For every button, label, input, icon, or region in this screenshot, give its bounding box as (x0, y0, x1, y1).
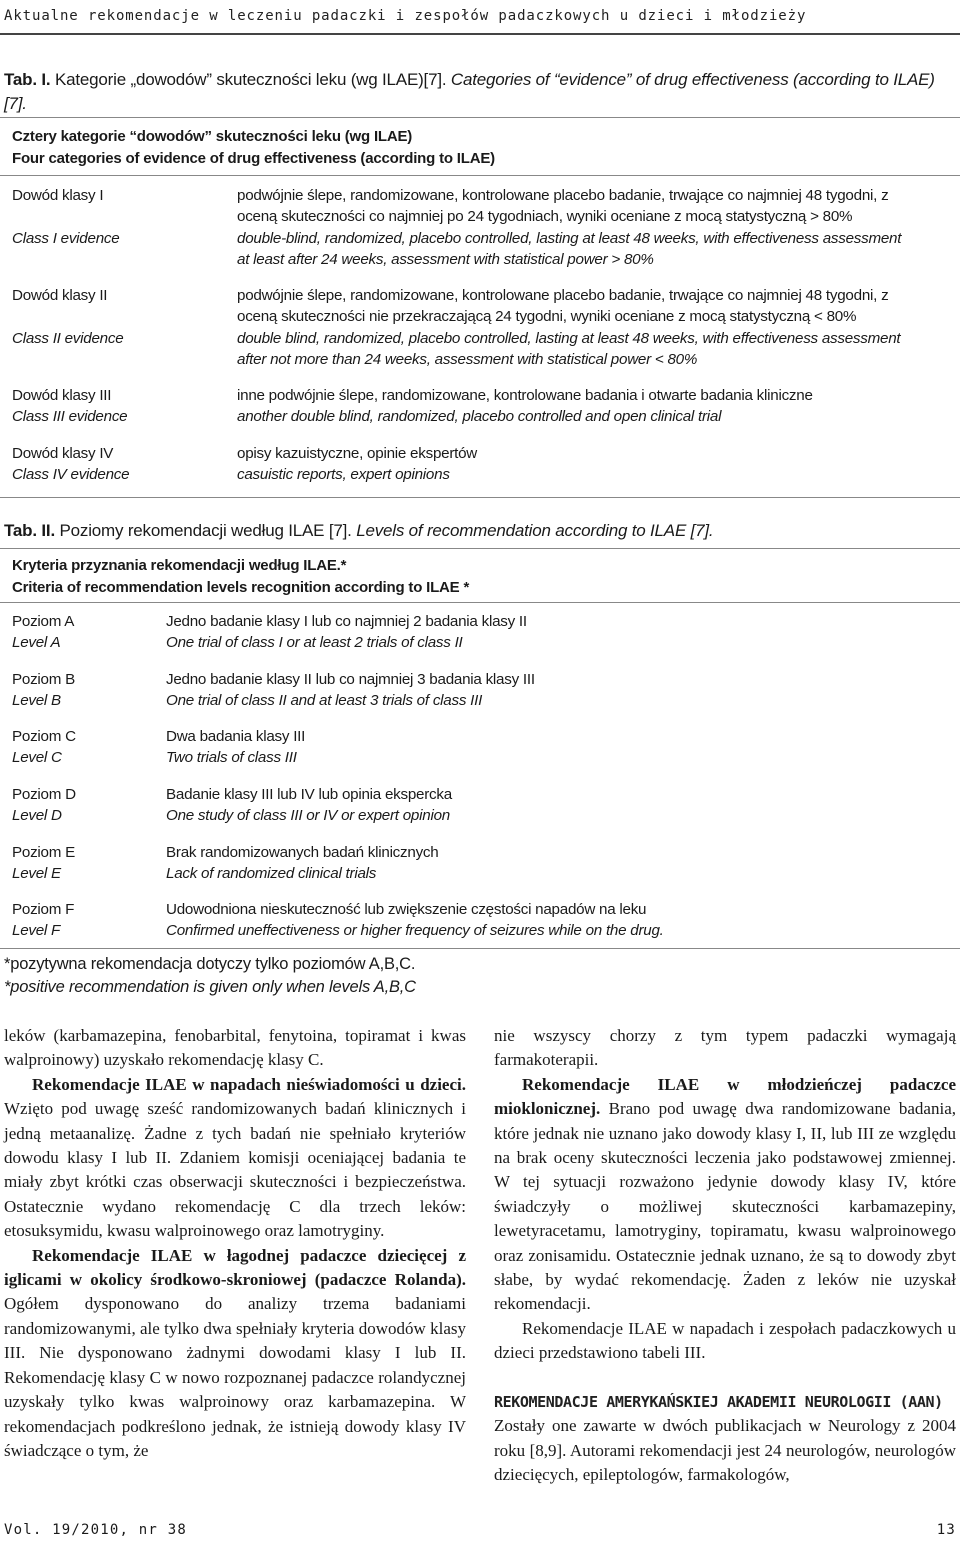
table2-row-label-en: Level A (12, 634, 61, 652)
table1-head (0, 126, 960, 170)
table1-row-desc-pl: podwójnie ślepe, randomizowane, kontrolowane placebo badanie, trwające co najmniej 48 tygodni, z (237, 287, 889, 304)
table1-row-desc-pl: oceną skuteczności nie przekraczającą 24 tygodni, wyniki oceniane z mocą statystyczną < 80% (237, 308, 857, 326)
table2-row-desc (166, 899, 956, 942)
table1-row-label (12, 443, 212, 486)
table2-row-desc-en: One study of class III or IV or expert opinion (166, 807, 450, 825)
page-number: 13 (936, 1522, 956, 1538)
table2-caption-pl: Poziomy rekomendacji według ILAE [7]. (59, 521, 352, 540)
table2-row-desc (166, 611, 956, 654)
table1-row-label-en: Class IV evidence (12, 466, 130, 484)
table1-row-desc-en: at least after 24 weeks, assessment with statistical power > 80% (237, 250, 654, 268)
table1-row-desc-pl: inne podwójnie ślepe, randomizowane, kontrolowane badania i otwarte badania kliniczne (237, 387, 813, 404)
table2-footnote-pl: *pozytywna rekomendacja dotyczy tylko poziomów A,B,C. (4, 955, 416, 973)
table2-row (0, 726, 960, 770)
table2-row-label-en: Level E (12, 865, 61, 883)
body-right-column (494, 1024, 956, 1487)
table1-row-desc-en: double-blind, randomized, placebo controlled, lasting at least 48 weeks, with effectiveness assessment (237, 229, 902, 247)
table2-row-desc-pl: Jedno badanie klasy II lub co najmniej 3 badania klasy III (166, 671, 535, 688)
table2-row-label-en: Level C (12, 749, 62, 767)
table2-row-desc-pl: Badanie klasy III lub IV lub opinia ekspercka (166, 786, 452, 803)
table2-caption-label: Tab. II. (4, 521, 55, 540)
table2-row-desc-pl: Dwa badania klasy III (166, 728, 306, 745)
table2-row-desc-en: One trial of class II and at least 3 trials of class III (166, 692, 483, 710)
table1-row-desc-en: double blind, randomized, placebo controlled, lasting at least 48 weeks, with effectiveness assessment (237, 329, 901, 347)
table2-caption (4, 519, 954, 543)
table1-row (0, 385, 960, 429)
table1-row-desc-pl: podwójnie ślepe, randomizowane, kontrolowane placebo badanie, trwające co najmniej 48 tygodni, z (237, 187, 889, 204)
table1-row-label-pl: Dowód klasy I (12, 187, 104, 204)
table1-row (0, 443, 960, 487)
table2-footnote-en: *positive recommendation is given only when levels A,B,C (4, 978, 416, 996)
table2-row-desc-en: One trial of class I or at least 2 trials of class II (166, 634, 463, 652)
table1-top-rule (0, 117, 960, 118)
table1-row-desc-pl: opisy kazuistyczne, opinie ekspertów (237, 445, 478, 462)
table2-head-pl: Kryteria przyznania rekomendacji według ILAE.* (12, 557, 347, 574)
table1-row-desc-en: after not more than 24 weeks, assessment with statistical power < 80% (237, 350, 698, 368)
table2-row-label-en: Level D (12, 807, 62, 825)
table1-row-label-en: Class II evidence (12, 329, 124, 347)
table2-row-desc-en: Lack of randomized clinical trials (166, 865, 377, 883)
table1-row (0, 185, 960, 269)
volume-label: Vol. 19/2010, nr 38 (4, 1522, 187, 1538)
table2-row (0, 784, 960, 828)
table2-row-label-pl: Poziom D (12, 786, 76, 803)
table2-row-desc-en: Two trials of class III (166, 749, 297, 767)
table2-row-desc (166, 842, 956, 885)
table1-row-label-en: Class III evidence (12, 408, 128, 426)
table1-caption (4, 68, 954, 116)
table2-head (0, 555, 960, 599)
table2-row-desc-pl: Jedno badanie klasy I lub co najmniej 2 badania klasy II (166, 613, 527, 630)
paragraph-text: Wzięto pod uwagę sześć randomizowanych badań klinicznych i jedną metaanalizę. Żadne z tych badań nie spełniało kryteriów dowodu klasy I lub II. Zdaniem komisji oceniającej badania te miały zbyt krótki czas obserwacji skuteczności i bezpieczeństwa. Ostatecznie wydano rekomendację C dla trzech leków: etosuksymidu, kwasu walproinowego oraz lamotryginy. (4, 1099, 466, 1241)
table1-row-label-en: Class I evidence (12, 229, 120, 247)
table1-head-en: Four categories of evidence of drug effectiveness (according to ILAE) (12, 150, 495, 167)
body-left-paragraph (4, 1073, 466, 1244)
table1-bottom-rule (0, 497, 960, 498)
table2-row-label-pl: Poziom F (12, 901, 75, 918)
table1-caption-pl: Kategorie „dowodów” skuteczności leku (wg ILAE)[7]. (55, 70, 447, 89)
table2-row (0, 899, 960, 943)
table2-row (0, 669, 960, 713)
table2-row-desc (166, 726, 956, 769)
table1-row-label-pl: Dowód klasy IV (12, 445, 114, 462)
table2-row-label-pl: Poziom A (12, 613, 75, 630)
paragraph-heading: Rekomendacje ILAE w łagodnej padaczce dziecięcej z iglicami w okolicy środkowo-skroniowej (padaczce Rolanda). (4, 1245, 466, 1290)
body-left-paragraph (4, 1244, 466, 1464)
table2-row-label-en: Level F (12, 922, 61, 940)
table1-caption-en: Categories of “evidence” of drug effectiveness (according to ILAE) [7]. (4, 70, 935, 113)
paragraph-text: Brano pod uwagę dwa randomizowane badania, które jednak nie uznano jako dowody klasy I, II, lub III ze względu na brak oceny skuteczności leczenia jako podstawowej zmiennej. W tej sytuacji rozważono jedynie dowody klasy IV, które świadczyły o możliwej skuteczności karbamazepiny, lewetyracetamu, lamotryginy, topiramatu, kwasu walproinowego oraz zonisamidu. Ostatecznie jednak uznano, że są to dowody zbyt słabe, by wydać rekomendację. Żaden z leków nie uzyskał rekomendacji. (494, 1099, 956, 1314)
table2-row-label-pl: Poziom C (12, 728, 76, 745)
table2-row-desc-pl: Brak randomizowanych badań klinicznych (166, 844, 439, 861)
table2-row-desc-en: Confirmed uneffectiveness or higher frequency of seizures while on the drug. (166, 922, 664, 940)
paragraph-text: Ogółem dysponowano do analizy trzema badaniami randomizowanymi, ale tylko dwa spełniały kryteria dowodów klasy III. Nie dysponowano żadnymi dowodami klasy I lub II. Rekomendację klasy C w nowo rozpoznanej padaczce rolandycznej uzyskały tylko kwas walproinowy oraz karbamazepina. W rekomendacjach podkreślono jednak, że istnieją dowody klasy IV świadczące o tym, że (4, 1294, 466, 1460)
table2-row-desc (166, 784, 956, 827)
body-right-paragraph: Rekomendacje ILAE w napadach i zespołach padaczkowych u dzieci przedstawiono tabeli III. (494, 1318, 956, 1363)
table1-row-label (12, 285, 212, 349)
table2-row-desc-pl: Udowodniona nieskuteczność lub zwiększenie częstości napadów na leku (166, 901, 647, 918)
header-divider (0, 33, 960, 35)
paragraph-heading: Rekomendacje ILAE w młodzieńczej padaczce mioklonicznej. (494, 1074, 956, 1119)
table1-row-desc-pl: oceną skuteczności co najmniej po 24 tygodniach, wyniki oceniane z mocą statystyczną > 80% (237, 208, 853, 226)
table2-row (0, 611, 960, 655)
body-right-paragraph (494, 1073, 956, 1317)
table1-head-rule (0, 175, 960, 176)
table2-footnote (4, 953, 954, 999)
table2-head-rule (0, 602, 960, 603)
table2-row (0, 842, 960, 886)
table1-row-desc (237, 385, 957, 428)
table1-row (0, 285, 960, 369)
body-right-paragraph: Zostały one zawarte w dwóch publikacjach w Neurology z 2004 roku [8,9]. Autorami rekomendacji jest 24 neurologów, neurologów dziecięcych, epileptologów, farmakologów, (494, 1416, 956, 1484)
table1-row-desc (237, 285, 957, 370)
table1-row-label-pl: Dowód klasy III (12, 387, 112, 404)
table1-head-pl: Cztery kategorie “dowodów” skuteczności leku (wg ILAE) (12, 128, 413, 145)
table1-row-label (12, 385, 212, 428)
table2-head-en: Criteria of recommendation levels recognition according to ILAE * (12, 579, 470, 596)
table1-row-label-pl: Dowód klasy II (12, 287, 108, 304)
table1-row-desc-en: another double blind, randomized, placebo controlled and open clinical trial (237, 408, 722, 426)
table2-bottom-rule (0, 948, 960, 949)
table2-row-label-pl: Poziom E (12, 844, 75, 861)
table2-top-rule (0, 548, 960, 549)
body-left-column (4, 1024, 466, 1463)
table1-caption-label: Tab. I. (4, 70, 51, 89)
table1-row-desc (237, 443, 957, 486)
table1-row-desc (237, 185, 957, 270)
running-header: Aktualne rekomendacje w leczeniu padaczki i zespołów padaczkowych u dzieci i młodzieży (4, 8, 807, 24)
table2-row-desc (166, 669, 956, 712)
paragraph-heading: Rekomendacje ILAE w napadach nieświadomości u dzieci. (32, 1074, 466, 1094)
table2-row-label-pl: Poziom B (12, 671, 75, 688)
body-left-paragraph: leków (karbamazepina, fenobarbital, fenytoina, topiramat i kwas walproinowy) uzyskało rekomendację klasy C. (4, 1026, 466, 1070)
table1-row-label (12, 185, 212, 249)
table2-caption-en: Levels of recommendation according to ILAE [7]. (356, 521, 714, 540)
table2-row-label-en: Level B (12, 692, 61, 710)
section-heading: REKOMENDACJE AMERYKAŃSKIEJ AKADEMII NEUROLOGII (AAN) (494, 1392, 943, 1411)
table1-row-desc-en: casuistic reports, expert opinions (237, 466, 450, 484)
body-right-paragraph: nie wszyscy chorzy z tym typem padaczki wymagają farmakoterapii. (494, 1026, 956, 1070)
